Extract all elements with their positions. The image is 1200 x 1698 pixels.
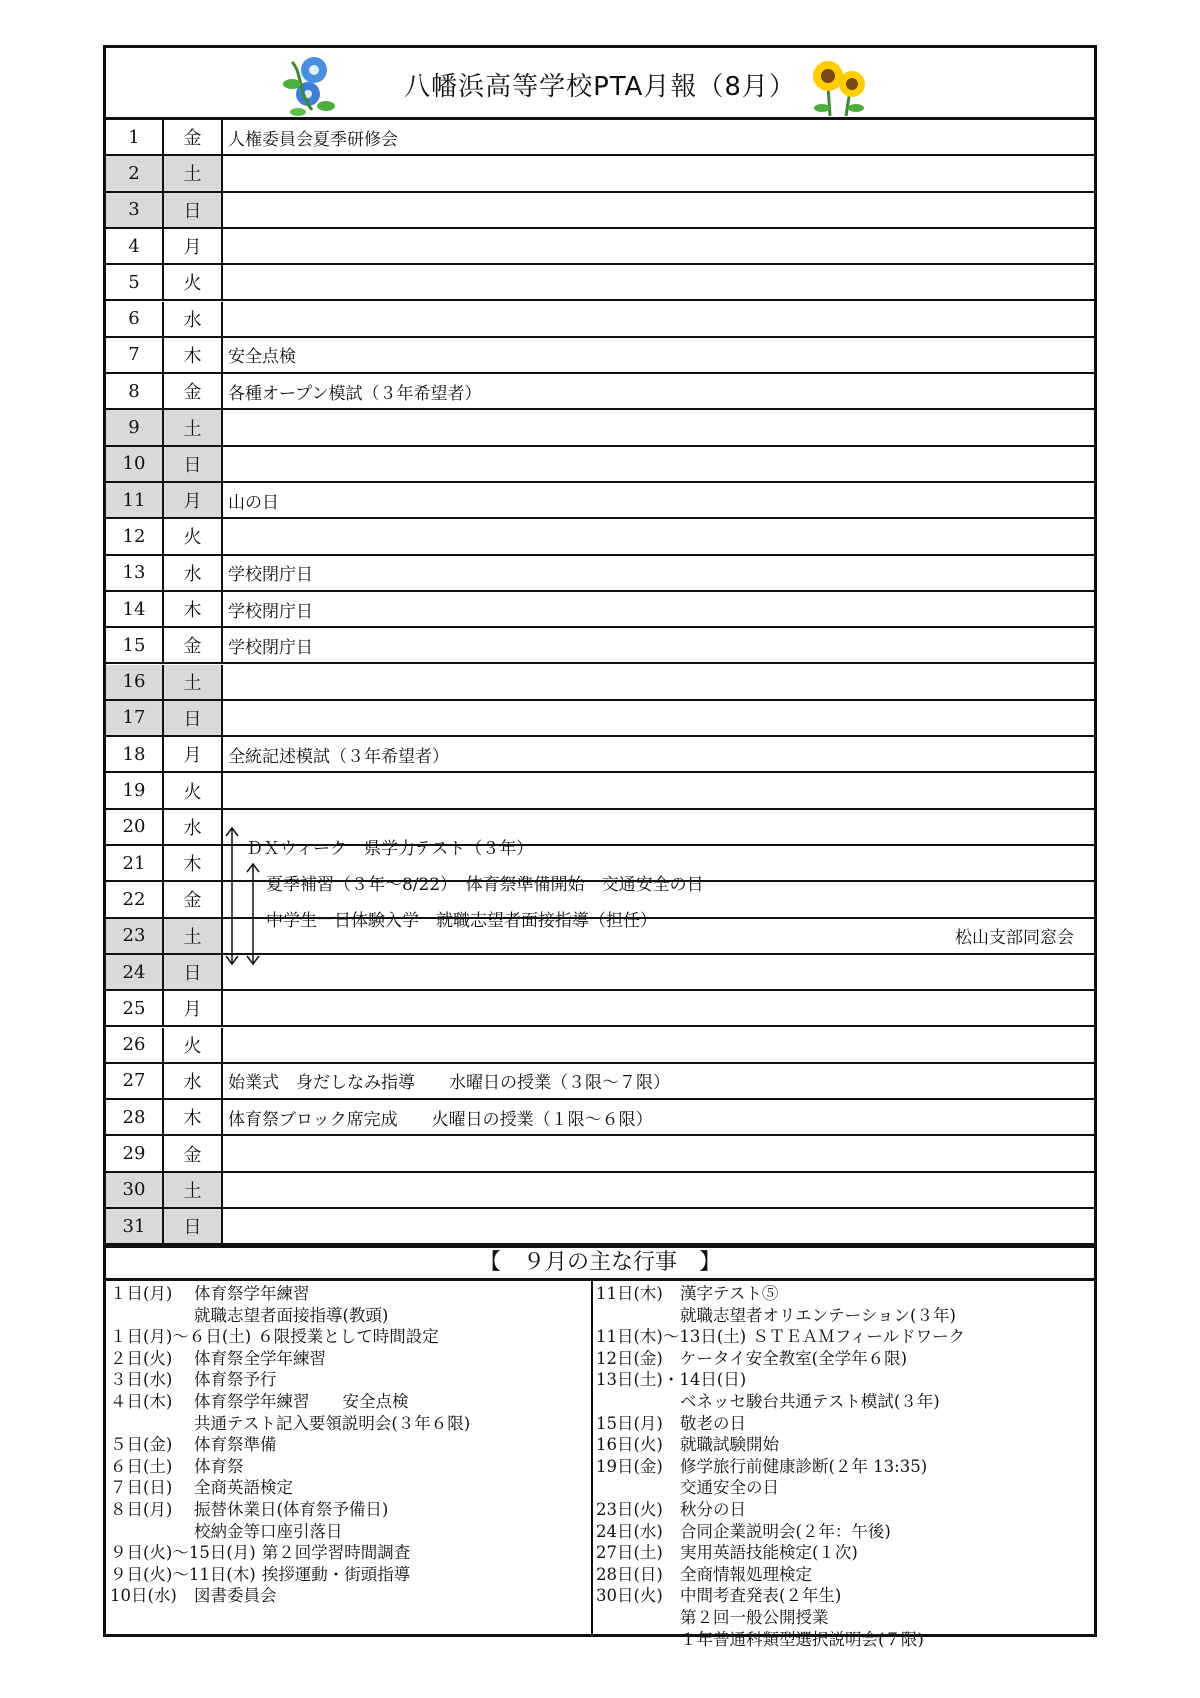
- row-weekday: 日: [164, 701, 223, 735]
- row-weekday: 日: [164, 955, 223, 989]
- event-text: 挨拶運動・街頭指導: [261, 1564, 411, 1584]
- event-item: [110, 1542, 590, 1564]
- row-weekday: 月: [164, 483, 223, 517]
- event-date: １日(月): [110, 1284, 173, 1303]
- event-item: [596, 1283, 1096, 1305]
- event-text: 体育祭学年練習 安全点検: [194, 1391, 409, 1411]
- row-weekday: 日: [164, 1209, 223, 1243]
- row-weekday: 水: [164, 1064, 223, 1098]
- row-event: 各種オープン模試（３年希望者）: [228, 383, 482, 404]
- row-event: 体育祭ブロック席完成 火曜日の授業（１限～６限）: [228, 1109, 653, 1130]
- event-date: 11日(木)～13日(土): [596, 1327, 747, 1347]
- event-text: 中間考査発表(２年生): [680, 1586, 842, 1606]
- row-date: 22: [106, 882, 164, 916]
- event-item: [596, 1369, 1096, 1391]
- row-date: 1: [106, 120, 164, 154]
- row-weekday: 金: [164, 882, 223, 916]
- event-item: [596, 1434, 1096, 1456]
- dx-week-text: ＤＸウィーク 県学力テスト（３年）: [246, 839, 534, 859]
- row-date: 6: [106, 302, 164, 336]
- event-item: [110, 1477, 590, 1499]
- event-text: ケータイ安全教室(全学年６限): [680, 1348, 908, 1368]
- event-text: 図書委員会: [194, 1586, 277, 1606]
- event-text: 振替休業日(体育祭予備日): [194, 1499, 389, 1519]
- row-date: 17: [106, 701, 164, 735]
- event-item: [596, 1585, 1096, 1607]
- row-date: 19: [106, 773, 164, 807]
- row-weekday: 火: [164, 1028, 223, 1062]
- event-date: 10日(水): [110, 1586, 177, 1606]
- event-item: [596, 1521, 1096, 1543]
- event-text: 秋分の日: [680, 1499, 746, 1519]
- event-text: 体育祭学年練習: [194, 1284, 310, 1303]
- event-item: [596, 1499, 1096, 1521]
- event-item: [596, 1564, 1096, 1586]
- row-event: 全統記述模試（３年希望者）: [228, 746, 449, 767]
- row-weekday: 木: [164, 1100, 223, 1134]
- row-date: 28: [106, 1100, 164, 1134]
- event-continuation: 校納金等口座引落日: [194, 1521, 343, 1541]
- event-date: １日(月)～６日(土): [110, 1327, 252, 1347]
- event-date: ９日(火)～15日(月): [110, 1543, 256, 1563]
- row-weekday: 月: [164, 991, 223, 1025]
- row-weekday: 金: [164, 374, 223, 408]
- row-weekday: 火: [164, 265, 223, 299]
- event-date: 30日(火): [596, 1586, 663, 1606]
- event-date: 23日(火): [596, 1499, 663, 1519]
- row-date: 4: [106, 229, 164, 263]
- event-item: [110, 1348, 590, 1370]
- row-weekday: 木: [164, 846, 223, 880]
- event-text: 体育祭全学年練習: [194, 1348, 326, 1368]
- range-arrows: [106, 48, 1100, 1248]
- event-date: 27日(土): [596, 1543, 663, 1563]
- row-date: 30: [106, 1173, 164, 1207]
- event-item: [596, 1348, 1096, 1370]
- september-events: [106, 1281, 1094, 1649]
- event-date: 16日(火): [596, 1435, 663, 1455]
- row-weekday: 土: [164, 410, 223, 444]
- event-item: [596, 1456, 1096, 1478]
- event-continuation: 共通テスト記入要領説明会(３年６限): [194, 1413, 471, 1433]
- event-item: [110, 1564, 590, 1586]
- row-date: 27: [106, 1064, 164, 1098]
- event-continuation: 交通安全の日: [680, 1478, 779, 1498]
- event-text: 合同企業説明会(２年：午後): [680, 1521, 891, 1541]
- row-event: 学校閉庁日: [228, 637, 313, 658]
- row-weekday: 土: [164, 919, 223, 953]
- row-date: 16: [106, 665, 164, 699]
- event-text: ６限授業として時間設定: [257, 1327, 439, 1347]
- row-date: 15: [106, 628, 164, 662]
- row-event: 始業式 身だしなみ指導 水曜日の授業（３限～７限）: [228, 1073, 670, 1094]
- event-text: 体育祭準備: [194, 1435, 277, 1455]
- event-date: 24日(水): [596, 1521, 663, 1541]
- row-weekday: 水: [164, 810, 223, 844]
- row-date: 26: [106, 1028, 164, 1062]
- row-date: 31: [106, 1209, 164, 1243]
- row-weekday: 土: [164, 665, 223, 699]
- event-date: ３日(水): [110, 1370, 173, 1390]
- row-weekday: 水: [164, 556, 223, 590]
- event-date: 12日(金): [596, 1348, 663, 1368]
- page-title: 八幡浜高等学校PTA月報（8月）: [404, 72, 796, 102]
- event-date: 19日(金): [596, 1456, 663, 1476]
- row-weekday: 火: [164, 773, 223, 807]
- september-heading: 【 ９月の主な行事 】: [106, 1245, 1094, 1281]
- row-date: 20: [106, 810, 164, 844]
- september-events-right: [596, 1283, 1096, 1650]
- row-date: 9: [106, 410, 164, 444]
- row-weekday: 土: [164, 1173, 223, 1207]
- row-weekday: 月: [164, 229, 223, 263]
- row-date: 2: [106, 156, 164, 190]
- event-text: 体育祭: [194, 1456, 244, 1476]
- row-date: 5: [106, 265, 164, 299]
- event-text: 就職試験開始: [680, 1435, 779, 1455]
- row-date: 14: [106, 592, 164, 626]
- event-item: [596, 1326, 1096, 1348]
- row-event: 安全点検: [228, 347, 296, 368]
- row-event: 山の日: [228, 492, 279, 513]
- row-weekday: 月: [164, 737, 223, 771]
- event-item: [110, 1456, 590, 1478]
- row-date: 29: [106, 1136, 164, 1170]
- event-text: 漢字テスト⑤: [680, 1284, 779, 1303]
- event-date: ９日(火)～11日(木): [110, 1564, 256, 1584]
- event-item: [596, 1413, 1096, 1435]
- event-date: ４日(木): [110, 1391, 173, 1411]
- row-date: 25: [106, 991, 164, 1025]
- event-continuation: 就職志望者オリエンテーション(３年): [680, 1305, 956, 1325]
- event-item: [110, 1369, 590, 1391]
- row-date: 11: [106, 483, 164, 517]
- event-text: 修学旅行前健康診断(２年 13:35): [680, 1456, 928, 1476]
- row-date: 8: [106, 374, 164, 408]
- event-item: [110, 1283, 590, 1305]
- event-item: [110, 1585, 590, 1607]
- row-date: 12: [106, 519, 164, 553]
- dx-week-range-arrow-icon: [226, 828, 238, 964]
- event-continuation: ベネッセ駿台共通テスト模試(３年): [680, 1391, 940, 1411]
- event-date: ８日(月): [110, 1499, 173, 1519]
- event-date: ５日(金): [110, 1435, 173, 1455]
- event-continuation: 就職志望者面接指導(教頭): [194, 1305, 389, 1325]
- event-text: 実用英語技能検定(１次): [680, 1543, 858, 1563]
- row-weekday: 水: [164, 302, 223, 336]
- row-weekday: 日: [164, 447, 223, 481]
- event-date: ７日(日): [110, 1478, 173, 1498]
- event-text: 敬老の日: [680, 1413, 746, 1433]
- event-continuation: １年普通科類型選択説明会(７限): [680, 1629, 924, 1649]
- september-events-left: [110, 1283, 590, 1607]
- event-text: ＳＴＥＡＭフィールドワーク: [752, 1327, 966, 1347]
- event-date: 28日(日): [596, 1564, 663, 1584]
- row-weekday: 金: [164, 120, 223, 154]
- event-item: [596, 1542, 1096, 1564]
- row-weekday: 金: [164, 1136, 223, 1170]
- event-date: 11日(木): [596, 1284, 663, 1303]
- event-text: 体育祭予行: [194, 1370, 277, 1390]
- row-event: 学校閉庁日: [228, 601, 313, 622]
- row-event: 人権委員会夏季研修会: [228, 129, 398, 150]
- row-date: 10: [106, 447, 164, 481]
- row-date: 18: [106, 737, 164, 771]
- event-text: 第２回学習時間調査: [261, 1543, 411, 1563]
- event-continuation: 第２回一般公開授業: [680, 1607, 829, 1627]
- event-item: [110, 1391, 590, 1413]
- row-date: 23: [106, 919, 164, 953]
- row-date: 24: [106, 955, 164, 989]
- row-event: 松山支部同窓会: [955, 928, 1074, 949]
- row-date: 7: [106, 338, 164, 372]
- row-date: 21: [106, 846, 164, 880]
- summer-class-text: 夏季補習（３年～8/22） 体育祭準備開始 交通安全の日: [266, 875, 704, 895]
- row-weekday: 火: [164, 519, 223, 553]
- row-weekday: 木: [164, 592, 223, 626]
- event-text: [746, 1369, 752, 1391]
- event-item: [110, 1326, 590, 1348]
- row-date: 13: [106, 556, 164, 590]
- row-date: 3: [106, 193, 164, 227]
- summer-class-range-arrow-icon: [247, 864, 259, 964]
- event-text: 全商情報処理検定: [680, 1564, 812, 1584]
- event-date: 13日(土)・14日(日): [596, 1370, 747, 1390]
- event-item: [110, 1499, 590, 1521]
- junior-high-text: 中学生一日体験入学 就職志望者面接指導（担任）: [266, 911, 657, 931]
- event-date: ２日(火): [110, 1348, 173, 1368]
- row-weekday: 木: [164, 338, 223, 372]
- monthly-report-sheet: [103, 45, 1097, 1649]
- row-weekday: 金: [164, 628, 223, 662]
- event-text: 全商英語検定: [194, 1478, 293, 1498]
- row-event: 学校閉庁日: [228, 565, 313, 586]
- row-weekday: 土: [164, 156, 223, 190]
- event-date: 15日(月): [596, 1413, 663, 1433]
- event-date: ６日(土): [110, 1456, 173, 1476]
- row-weekday: 日: [164, 193, 223, 227]
- event-item: [110, 1434, 590, 1456]
- column-divider: [591, 1281, 593, 1634]
